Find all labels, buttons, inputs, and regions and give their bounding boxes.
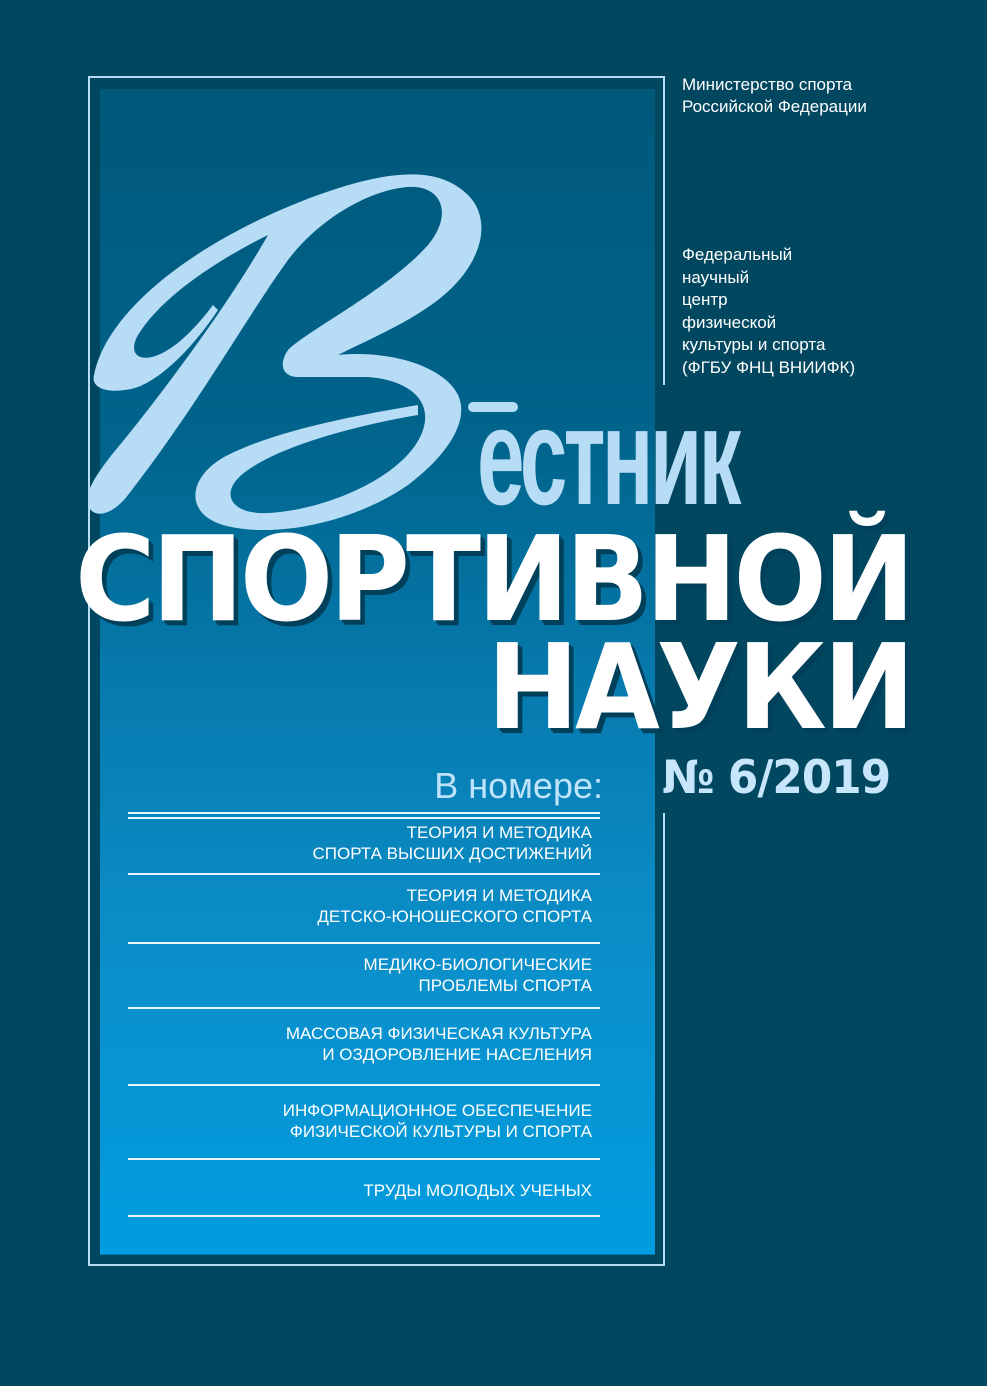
in-issue-heading: В номере: [434,765,603,806]
toc-item: ТЕОРИЯ И МЕТОДИКА ДЕТСКО-ЮНОШЕСКОГО СПОРТА [128,875,600,944]
publisher-center: Федеральный научный центр физической культуры и спорта (ФГБУ ФНЦ ВНИИФК) [682,245,856,377]
toc-item: ТЕОРИЯ И МЕТОДИКА СПОРТА ВЫСШИХ ДОСТИЖЕНИЙ [128,819,600,875]
table-of-contents [128,819,600,1217]
toc-item: ИНФОРМАЦИОННОЕ ОБЕСПЕЧЕНИЕ ФИЗИЧЕСКОЙ КУЛЬТУРЫ И СПОРТА [128,1086,600,1160]
issue-number: № 6/2019 [662,750,891,804]
toc-item: МАССОВАЯ ФИЗИЧЕСКАЯ КУЛЬТУРА И ОЗДОРОВЛЕНИЕ НАСЕЛЕНИЯ [128,1009,600,1086]
toc-item: МЕДИКО-БИОЛОГИЧЕСКИЕ ПРОБЛЕМЫ СПОРТА [128,944,600,1009]
publisher-ministry: Министерство спорта Российской Федерации [682,75,867,116]
title-sportivnoy: СПОРТИВНОЙ [74,510,911,648]
double-divider [128,812,600,819]
title-nauki: НАУКИ [486,618,911,756]
toc-item: ТРУДЫ МОЛОДЫХ УЧЕНЫХ [128,1160,600,1217]
title-vestnik-rest: естник [477,380,738,534]
